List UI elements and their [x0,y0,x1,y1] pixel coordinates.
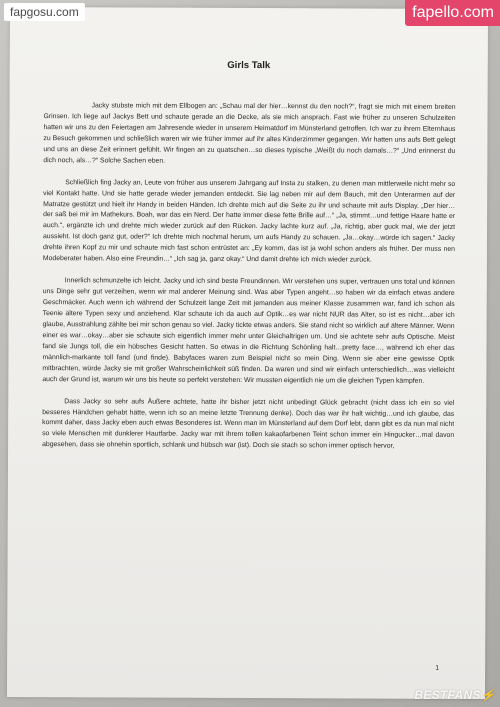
paragraph-3: Innerlich schmunzelte ich leicht. Jacky und ich sind beste Freundinnen. Wir verstehen uns super, vertrauen uns total und können uns Dinge sehr gut verzeihen, wenn wir mal anderer Meinung sind. Was aber Typen angeht…so haben wir da einfach etwas andere Geschmäcker. Auch wenn ich während der Schulzeit lange Zeit mit jemanden aus meiner Klasse zusammen war, fand ich schon als Teenie ältere Typen sexy und anziehend. Klar schaute ich da auch auf Optik…es war nicht NUR das Alter, so ist es nicht…aber ich glaube, Ausstrahlung zählte bei mir schon genau so viel. Jacky tickte etwas anders. Sie stand nicht so wirklich auf ältere Männer. Wenn einer es war…okay…aber sie schaute sich eigentlich immer mehr unter Gleichaltrigen um. Und sie achtete sehr aufs Optische. Meist fand sie Jungs toll, die ein hübsches Gesicht hatten. So etwas in die Richtung Schönling halt…pretty face…, während ich eher das männlich-markante toll fand (und finde). Babyfaces waren zum Beispiel nicht so mein Ding. Wenn sie aber eine gewisse Optik mitbrachten, würde Jacky sie mit großer Wahrscheinlichkeit süß finden. Da waren und sind wir einfach unterschiedlich…was vielleicht auch der Grund ist, warum wir uns bis heute so perfekt verstehen: Wir mussten eigentlich nie um die gleichen Typen kämpfen. [42,277,455,385]
document-title: Girls Talk [227,59,271,72]
bestfans-text: BESTFANS [414,688,481,702]
lightning-icon: ⚡ [480,688,496,702]
watermark-bestfans [414,688,496,702]
page-number: 1 [435,664,440,672]
paragraph-4: Dass Jacky so sehr aufs Äußere achtete, hatte ihr bisher jetzt nicht unbedingt Glück gebracht (nicht dass ich ein so viel besseres Händchen gehabt hätte, wenn ich so an meine letzte Trennung denke). Doch das war ihr halt wichtig…und ich glaube, das kommt daher, dass Jacky eben auch etwas Besonderes ist. Wenn man im Münsterland auf dem Dorf lebt, dann gibt es da nun mal nicht so viele Menschen mit dunklerer Hautfarbe. Jacky war mit ihrem tollen kakaofarbenen Teint schon immer ein Hingucker…mal davon abgesehen, dass sie ohnehin sportlich, schlank und hübsch war (ist). Doch sie stach so schon immer optisch hervor, [42,397,455,450]
watermark-fapgosu[interactable]: fapgosu.com [4,3,85,21]
watermark-fapello[interactable]: fapello.com [405,0,500,26]
document-page [7,7,488,699]
document-body [42,101,456,464]
paragraph-1: Jacky stubste mich mit dem Ellbogen an: „Schau mal der hier…kennst du den noch?“, fragt sie mich mit einem breiten Grinsen. Ich liege auf Jackys Bett und schaute gerade an die Decke, als sie mich ansprach. Fast wie früher zu unseren Schulzeiten hatten wir uns zu den Feiertagen am Jahresende wieder in unserem Heimatdorf im Münsterland getroffen. Ich war zu ihrem Elternhaus zu Besuch gekommen und schließlich waren wir wie früher immer auf ihr altes Kinderzimmer gegangen. Wir hatten uns aufs Bett gelegt und uns an diese Zeit erinnert gefühlt. Wir fingen an zu quatschen…so dieses typische „Weißt du noch damals…?“ „Und erinnerst du dich noch, als…?“ Solche Sachen eben. [43,102,456,165]
paragraph-2: Schließlich fing Jacky an, Leute von früher aus unserem Jahrgang auf Insta zu stalken, zu denen man mittlerweile nicht mehr so viel Kontakt hatte. Und sie hatte gerade wieder jemanden entdeckt. Sie lag neben mir auf dem Bauch, mit den Unterarmen auf der Matratze gestützt und hielt ihr Handy in beiden Händen. Ich drehte mich auf die Seite zu ihr und schaute mit aufs Display. „Der hier…der saß bei mir im Mathekurs. Boah, war das ein Nerd. Der hatte immer diese fette Brille auf…“ „Ja, stimmt…und fettige Haare hatte er auch.“, ergänzte ich und drehte mich wieder zurück auf den Rücken. Jacky lachte kurz auf. „Ja, richtig, aber guck mal, wie der jetzt aussieht. Ist doch ganz gut, oder?“ Ich drehte mich nochmal herum, um aufs Handy zu schauen. „Ja…okay…würde ich sagen.“ Jacky drehte ihren Kopf zu mir und schaute mich fast schon entrüstet an: „Ey komm, das ist ja wohl schon anders als früher. Der muss nen Modeberater haben. Also eine Freundin…“ „Ich sag ja, ganz okay.“ Und damit drehte ich mich wieder zurück. [42,178,456,264]
